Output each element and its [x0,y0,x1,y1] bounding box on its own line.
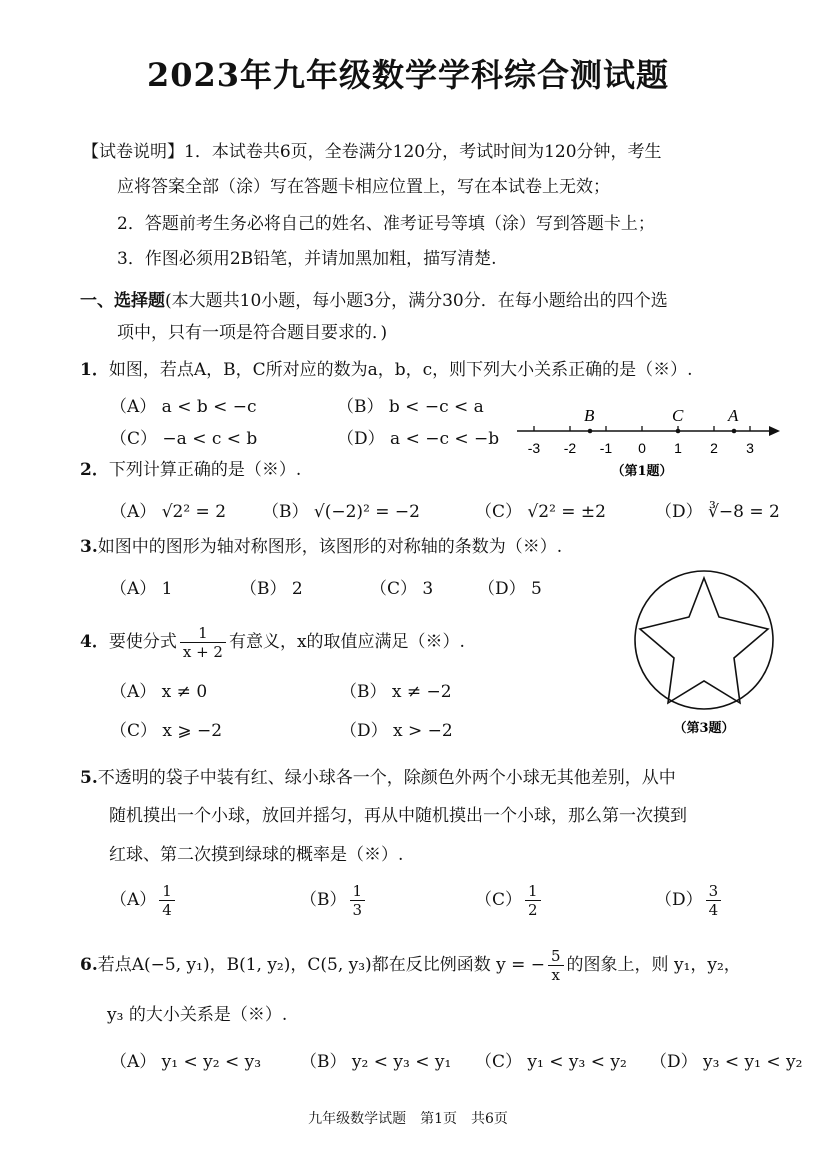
option-label: （D） [655,890,703,910]
option-label: （B） [262,502,309,522]
q2-option-a [110,497,226,522]
fraction-denominator: x + 2 [182,643,223,661]
tick-label: 1 [674,440,682,456]
question-4 [80,622,465,662]
tick-label: 2 [710,440,718,456]
question-number: 6. [80,955,98,975]
section1-desc2: 项中，只有一项是符合题目要求的．) [117,323,388,343]
question-text: 下列计算正确的是（※）. [108,460,302,480]
fraction [548,947,564,984]
question-3 [80,535,562,559]
tick-label: -1 [599,440,613,456]
question-text-post: 有意义，x的取值应满足（※）. [228,632,465,652]
instructions-line4: 3．作图必须用2B铅笔，并请加黑加粗，描写清楚. [117,249,497,269]
option-label: （B） [300,890,347,910]
q1-option-d: （D） a < −c < −b [337,429,500,449]
fraction [350,882,366,919]
fraction [525,882,541,919]
option-expression: √2² = 2 [161,502,227,522]
outer-circle [635,571,773,709]
point-a-dot [732,429,737,434]
option-expression: ∛−8 = 2 [708,502,780,522]
q3-option-b: （B） 2 [240,579,303,599]
arrow-head-icon [769,426,780,436]
page-footer: 九年级数学试题 第1页 共6页 [308,1111,508,1127]
section1-header [80,289,668,313]
fraction-denominator: 3 [352,901,363,919]
fraction-numerator: 3 [706,882,722,901]
fraction-denominator: 4 [162,901,172,919]
q3-option-d: （D） 5 [478,579,542,599]
point-label-c: C [672,406,684,425]
figure-caption-1: （第1题） [611,464,673,479]
question-text: 如图中的图形为轴对称图形，该图形的对称轴的条数为（※）. [97,537,563,557]
option-label: （C） [475,502,523,522]
fraction [706,882,722,919]
q5-option-b [300,882,368,919]
q1-option-c: （C） −a < c < b [110,429,258,449]
fraction [180,624,226,661]
q2-option-d [655,497,780,522]
question-text-pre: 若点A(−5, y₁)，B(1, y₂)，C(5, y₃)都在反比例函数 y = − [97,955,545,975]
q5-option-a [110,882,178,919]
q6-option-b: （B） y₂ < y₃ < y₁ [300,1052,452,1072]
question-text-pre: 要使分式 [108,632,177,652]
q6-option-d: （D） y₃ < y₁ < y₂ [650,1052,803,1072]
question-number: 5. [80,768,98,788]
q6-option-c: （C） y₁ < y₃ < y₂ [475,1052,627,1072]
fraction [159,882,175,919]
question-number: 4． [80,632,109,652]
question-1 [80,358,693,382]
point-label-b: B [584,406,595,425]
tick-label: 0 [638,440,646,456]
q6-line2: y₃ 的大小关系是（※）. [107,1005,288,1025]
fraction-numerator: 5 [548,947,564,966]
q3-option-a: （A） 1 [110,579,173,599]
q1-option-b: （B） b < −c < a [337,397,484,417]
tick-label: 3 [746,440,754,456]
question-6 [80,945,741,985]
exam-title: 2023年九年级数学学科综合测试题 [146,56,670,94]
figure-caption-3: （第3题） [673,721,735,736]
q5-line2: 随机摸出一个小球，放回并摇匀，再从中随机摸出一个小球，那么第一次摸到 [109,806,687,826]
question-text-post: 的图象上，则 y₁，y₂， [566,955,741,975]
question-text: 如图，若点A，B，C所对应的数为a，b，c，则下列大小关系正确的是（※）. [108,360,693,380]
q5-line3: 红球、第二次摸到绿球的概率是（※）. [109,845,404,865]
option-expression: √2² = ±2 [527,502,606,522]
q2-option-c [475,497,606,522]
section1-heading: 一、选择题 [80,291,165,311]
question-number: 1． [80,360,109,380]
fraction-denominator: 2 [528,901,538,919]
fraction-numerator: 1 [350,882,366,901]
option-label: （A） [110,502,157,522]
option-expression: √(−2)² = −2 [313,502,420,522]
q5-option-c [475,882,544,919]
point-c-dot [676,429,681,434]
q2-option-b [262,497,420,522]
q4-option-d: （D） x > −2 [340,721,453,741]
q3-option-c: （C） 3 [370,579,434,599]
instructions-line1: 【试卷说明】1．本试卷共6页，全卷满分120分，考试时间为120分钟，考生 [82,142,662,162]
question-text-line1: 不透明的袋子中装有红、绿小球各一个，除颜色外两个小球无其他差别，从中 [97,768,676,788]
instructions-line3: 2．答题前考生务必将自己的姓名、准考证号等填（涂）写到答题卡上； [117,214,655,234]
number-line-figure [512,398,787,480]
q4-option-b: （B） x ≠ −2 [340,682,452,702]
question-number: 2． [80,460,109,480]
star-in-circle-figure [630,565,780,745]
fraction-denominator: x [551,966,560,984]
fraction-numerator: 1 [525,882,541,901]
tick-label: -2 [563,440,577,456]
q4-option-c: （C） x ⩾ −2 [110,721,223,741]
point-b-dot [588,429,593,434]
question-2 [80,458,301,482]
section1-desc1: (本大题共10小题，每小题3分，满分30分．在每小题给出的四个选 [165,291,668,311]
star-shape [640,578,768,703]
q6-option-a: （A） y₁ < y₂ < y₃ [110,1052,262,1072]
option-label: （C） [475,890,523,910]
fraction-numerator: 1 [159,882,175,901]
fraction-denominator: 4 [708,901,719,919]
q1-option-a: （A） a < b < −c [110,397,257,417]
question-number: 3. [80,537,98,557]
q4-option-a: （A） x ≠ 0 [110,682,208,702]
tick-label: -3 [527,440,541,456]
question-5 [80,766,676,790]
option-label: （A） [110,890,157,910]
fraction-numerator: 1 [180,624,226,643]
option-label: （D） [655,502,703,522]
instructions-line2: 应将答案全部（涂）写在答题卡相应位置上，写在本试卷上无效； [117,177,610,197]
q5-option-d [655,882,724,919]
point-label-a: A [728,406,739,425]
